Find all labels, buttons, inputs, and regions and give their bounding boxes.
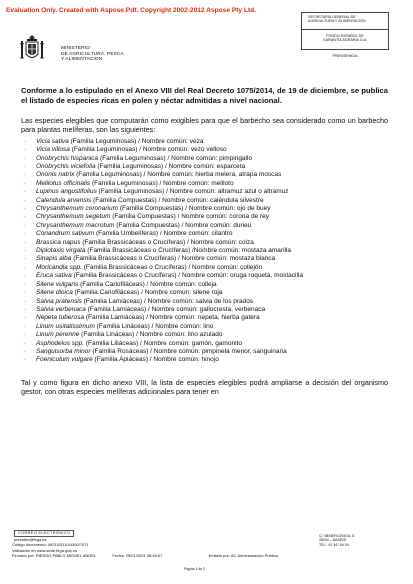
species-scientific-name: Linum usitatissimum bbox=[36, 322, 95, 330]
address-line: TEL.: 91 347 64 04 bbox=[319, 542, 349, 547]
species-scientific-name: Ononis natrix bbox=[36, 171, 75, 179]
species-details: (Familia Cariofiláceas) / Nombre común: silene roja bbox=[72, 289, 223, 297]
species-details: (Familia Liliáceas) / Nombre común: gamón, gamonito bbox=[84, 339, 242, 347]
species-item bbox=[21, 247, 388, 255]
signature-line bbox=[12, 553, 278, 558]
species-details: (Familia Leguminosas) / Nombre común: pimpirigallo bbox=[98, 154, 253, 162]
species-item bbox=[21, 323, 388, 331]
species-item bbox=[21, 146, 388, 154]
species-item bbox=[21, 348, 388, 356]
document-footer bbox=[12, 530, 278, 558]
species-scientific-name: Calendula arvensis bbox=[36, 196, 92, 204]
contact-email[interactable]: presiden@fega.es bbox=[14, 537, 47, 543]
species-item bbox=[21, 298, 388, 306]
species-details: (Familia Lináceas) / Nombre común: lino bbox=[94, 322, 214, 330]
species-details: (Familia Compuestas) / Nombre común: durieu bbox=[114, 221, 252, 229]
species-details: (Familia Leguminosas) / Nombre común: hierba melera, atrapa moscas bbox=[74, 171, 282, 179]
species-details: (Familia Leguminosas) / Nombre común: altramuz azul o altramuz bbox=[96, 188, 289, 196]
species-item bbox=[21, 264, 388, 272]
species-details: (Familia Brassicáceas o Crucíferas) / Nombre común: mostaza blanca bbox=[71, 255, 276, 263]
species-item bbox=[21, 255, 388, 263]
species-details: (Familia Apiáceas) / Nombre común: hinojo bbox=[92, 356, 219, 364]
species-scientific-name: Asphodelus spp. bbox=[36, 339, 85, 347]
ministry-name bbox=[61, 46, 124, 63]
species-item bbox=[21, 163, 388, 171]
species-item bbox=[21, 213, 388, 221]
species-details: (Familia Rosáceas) / Nombre común: pimpinela menor, sanguinaria bbox=[90, 347, 287, 355]
evaluation-watermark: Evaluation Only. Created with Aspose.Pdf. Copyright 2002-2012 Aspose Pty Ltd. bbox=[6, 7, 257, 14]
species-scientific-name: Moricandia spp. bbox=[36, 263, 82, 271]
office-address bbox=[319, 534, 354, 547]
page-number: Página 1 de 2 bbox=[184, 567, 205, 571]
species-scientific-name: Chrysanthemum macrotum bbox=[36, 221, 115, 229]
coat-of-arms-icon bbox=[20, 34, 44, 64]
species-scientific-name: Sinapis alba bbox=[36, 255, 72, 263]
species-item bbox=[21, 171, 388, 179]
species-item bbox=[21, 138, 388, 146]
secretaria-line: SECRETARÍA GENERAL DE bbox=[308, 15, 356, 19]
species-details: (Familia Compuestas) / Nombre común: corona de rey bbox=[110, 213, 270, 221]
species-scientific-name: Brassica napus bbox=[36, 238, 81, 246]
species-scientific-name: Chrysanthemum segetum bbox=[36, 213, 111, 221]
species-details: (Familia Brassicáceas o Crucíferas) / Nombre común: collejón bbox=[81, 263, 263, 271]
species-item bbox=[21, 289, 388, 297]
species-details: (Familia Umbelíferas) / Nombre común: cilantro bbox=[94, 230, 233, 238]
fega-box bbox=[301, 30, 389, 50]
species-scientific-name: Chrysanthemum coronarium bbox=[36, 205, 119, 213]
fega-line: FONDO ESPAÑOL DE bbox=[326, 34, 364, 38]
species-details: (Familia Lamiáceas) / Nombre común: salvia de los prados bbox=[81, 297, 254, 305]
species-item bbox=[21, 188, 388, 196]
species-details: (Familia Brassicáceas o Crucíferas) / Nombre común: oruga roqueta, mostacilla bbox=[71, 272, 303, 280]
fega-line: GARANTÍA AGRARIA O.A. bbox=[322, 38, 368, 43]
species-item bbox=[21, 314, 388, 322]
species-scientific-name: Linum perenne bbox=[36, 331, 80, 339]
species-scientific-name: Foeniculum vulgare bbox=[36, 356, 93, 364]
species-list bbox=[21, 138, 388, 365]
species-item bbox=[21, 356, 388, 364]
ministry-line: DE AGRICULTURA, PESCA bbox=[61, 51, 124, 57]
signature-date: Fecha: 29/01/2021 08:49:57 bbox=[112, 552, 163, 558]
species-scientific-name: Diplotaxis virgata bbox=[36, 247, 86, 255]
species-details: (Familia Cariofiláceas) / Nombre común: colleja bbox=[78, 280, 217, 288]
closing-paragraph: Tal y como figura en dicho anexo VIII, la lista de especies elegibles podrá ampliarse a decisión del organismo gestor, con otras especies melíferas adicionales para tener en bbox=[21, 377, 388, 397]
presidencia-label: PRESIDENCIA bbox=[332, 54, 358, 58]
species-details: (Familia Lináceas) / Nombre común: lino azulado bbox=[79, 331, 223, 339]
species-details: (Familia Brassicáceas o Crucíferas) / Nombre común: colza bbox=[80, 238, 254, 246]
document-title: Conforme a lo estipulado en el Anexo VIII del Real Decreto 1075/2014, de 19 de diciembre, se publica el listado de especies ricas en polen y néctar admitidas a nivel nacional. bbox=[21, 86, 388, 105]
correo-label: CORREO ELECTRÓNICO bbox=[14, 530, 74, 537]
intro-paragraph: Las especies elegibles que computarán como exigibles para que el barbecho sea considerado como un barbecho para plantas melíferas, son las siguientes: bbox=[21, 115, 388, 135]
species-scientific-name: Onobrychis viciefolia bbox=[36, 163, 96, 170]
species-item bbox=[21, 331, 388, 339]
ministry-line: Y ALIMENTACION bbox=[61, 57, 103, 63]
species-scientific-name: Eruca sativa bbox=[36, 272, 72, 280]
species-scientific-name: Salvia verbenaca bbox=[36, 305, 86, 313]
species-item bbox=[21, 340, 388, 348]
signed-by: Firmado por: RIESGO PABLO MIGUEL ANGEL bbox=[12, 552, 97, 558]
species-item bbox=[21, 205, 388, 213]
secretaria-line: AGRICULTURA Y ALIMENTACIÓN bbox=[308, 19, 366, 24]
species-scientific-name: Vicia sativa bbox=[36, 137, 69, 145]
species-scientific-name: Lupinus angustifolius bbox=[36, 188, 97, 196]
document-body bbox=[21, 86, 388, 397]
species-scientific-name: Nepeta tuberosa bbox=[36, 314, 85, 322]
species-details: (Familia Compuestas) / Nombre común: ojo de buey bbox=[118, 205, 271, 213]
species-scientific-name: Salvia pratensis bbox=[36, 297, 82, 305]
species-item bbox=[21, 197, 388, 205]
header-boxes bbox=[301, 12, 389, 58]
species-scientific-name: Coriandrum sativum bbox=[36, 230, 95, 238]
address-line: C/. BENEFICENCIA, 8 bbox=[319, 534, 355, 538]
secretaria-box bbox=[301, 12, 389, 30]
species-scientific-name: Silene dioica bbox=[36, 289, 73, 297]
species-scientific-name: Sanguisorba minor bbox=[36, 347, 91, 355]
species-details: (Familia Leguminosas) / Nombre común: vezo velloso bbox=[69, 146, 227, 154]
species-details: (Familia Compuestas) / Nombre común: caléndula silvestre bbox=[91, 196, 264, 204]
document-code: Código documento: 49210/3110/4300/7071 bbox=[12, 542, 89, 548]
species-details: (Familia Leguminosas) / Nombre común: meliloto bbox=[90, 179, 234, 187]
species-item bbox=[21, 180, 388, 188]
species-item bbox=[21, 272, 388, 280]
issued-by: Emitido por: AC Administración Pública bbox=[208, 552, 278, 558]
species-item bbox=[21, 155, 388, 163]
species-details: (Familia Leguminosas) / Nombre común: veza bbox=[68, 137, 204, 145]
species-item bbox=[21, 306, 388, 314]
species-scientific-name: Vicia villosa bbox=[36, 146, 70, 154]
species-item bbox=[21, 222, 388, 230]
species-scientific-name: Onobrychis hispanica bbox=[36, 154, 99, 162]
species-details: (Familia Leguminosas) / Nombre común: esparceta bbox=[95, 163, 246, 170]
species-scientific-name: Silene vulgaris bbox=[36, 280, 79, 288]
species-item bbox=[21, 239, 388, 247]
species-item bbox=[21, 281, 388, 289]
species-details: (Familia Brassicáceas o Crucíferas) /Nombre común: mostaza amarilla bbox=[85, 247, 292, 255]
validation-link[interactable]: Validación en www.sede.fega.gob.es bbox=[12, 547, 78, 553]
ministry-line: MINISTERIO bbox=[61, 46, 90, 51]
species-scientific-name: Melilotus officinalis bbox=[36, 179, 91, 187]
species-details: (Familia Lamiáceas) / Nombre común: nepeta, hierba gatera bbox=[84, 314, 260, 322]
address-line: 28004 – MADRID bbox=[319, 538, 347, 543]
species-item bbox=[21, 230, 388, 238]
species-details: (Familia Lamiáceas) / Nombre común: gallocresta, verbenaca bbox=[85, 305, 266, 313]
